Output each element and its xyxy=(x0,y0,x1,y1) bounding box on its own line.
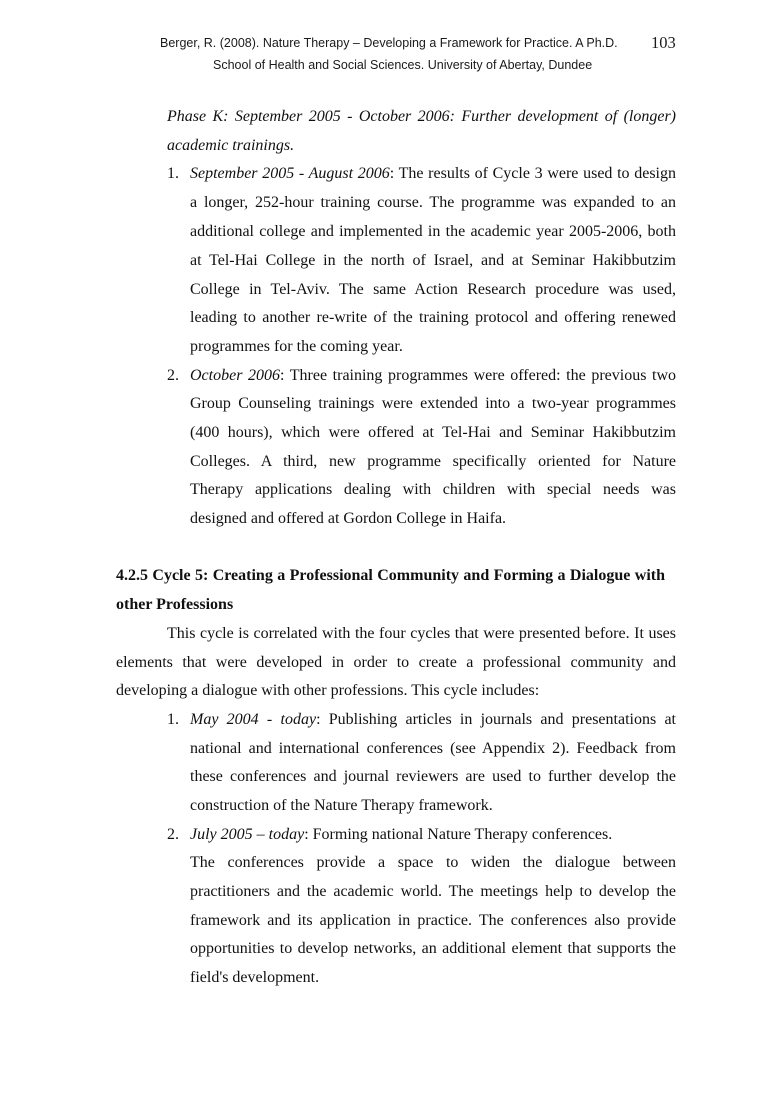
list-item-line xyxy=(190,825,612,845)
list-item-number: 2. xyxy=(167,826,179,843)
list-item-line: additional college and implemented in the academic year 2005-2006, both xyxy=(190,223,676,240)
list-item-line xyxy=(190,366,676,386)
list-item-line: practitioners and the academic world. The meetings help to develop the xyxy=(190,883,676,900)
list-item-line xyxy=(190,164,676,184)
list-item-number: 1. xyxy=(167,711,179,728)
list-item-text: : Publishing articles in journals and presentations at xyxy=(316,711,676,728)
list-item-line: College in Tel-Aviv. The same Action Research procedure was used, xyxy=(190,281,676,298)
list-item-date: October 2006 xyxy=(190,367,281,384)
section-heading-line-1: 4.2.5 Cycle 5: Creating a Professional Community and Forming a Dialogue with xyxy=(116,567,665,584)
list-item-line: construction of the Nature Therapy framework. xyxy=(190,797,493,814)
list-item-line: at Tel-Hai College in the north of Israel, and at Seminar Hakibbutzim xyxy=(190,252,676,269)
list-item-line: The conferences provide a space to widen the dialogue between xyxy=(190,854,676,871)
list-item-date: May 2004 - today xyxy=(190,711,317,728)
list-item-line: framework and its application in practice. The conferences also provide xyxy=(190,912,676,929)
list-item-date: July 2005 – today xyxy=(190,826,305,843)
list-item-date: September 2005 - August 2006 xyxy=(190,165,390,182)
list-item-line: opportunities to develop networks, an additional element that supports the xyxy=(190,940,676,957)
page-number: 103 xyxy=(651,33,676,52)
list-item-line: these conferences and journal reviewers are used to further develop the xyxy=(190,768,676,785)
list-item-line: leading to another re-write of the training protocol and offering renewed xyxy=(190,309,676,326)
list-item-line: Therapy applications dealing with children with special needs was xyxy=(190,481,676,498)
list-item-line: national and international conferences (see Appendix 2). Feedback from xyxy=(190,740,676,757)
list-item-line: field's development. xyxy=(190,969,320,986)
list-item-text: : The results of Cycle 3 were used to design xyxy=(389,165,677,182)
list-item-line: a longer, 252-hour training course. The programme was expanded to an xyxy=(190,194,676,211)
header-institution: School of Health and Social Sciences. University of Abertay, Dundee xyxy=(213,58,593,72)
list-item-line: Colleges. A third, new programme specifically oriented for Nature xyxy=(190,453,676,470)
list-item-number: 2. xyxy=(167,367,179,384)
header-citation: Berger, R. (2008). Nature Therapy – Developing a Framework for Practice. A Ph.D. xyxy=(160,36,618,50)
paragraph-line: This cycle is correlated with the four cycles that were presented before. It uses xyxy=(167,625,676,642)
list-item-line: designed and offered at Gordon College in Haifa. xyxy=(190,510,507,527)
list-item-line: (400 hours), which were offered at Tel-Hai and Seminar Hakibbutzim xyxy=(190,424,676,441)
list-item-line: programmes for the coming year. xyxy=(190,338,403,355)
paragraph-line: elements that were developed in order to create a professional community and xyxy=(116,654,676,671)
section-heading-line-2: other Professions xyxy=(116,596,234,613)
list-item-line xyxy=(190,710,676,730)
phase-k-title-line-1: Phase K: September 2005 - October 2006: Further development of (longer) xyxy=(167,108,676,125)
list-item-number: 1. xyxy=(167,165,179,182)
list-item-line: Group Counseling trainings were extended into a two-year programmes xyxy=(190,395,676,412)
phase-k-title-line-2: academic trainings. xyxy=(167,137,295,154)
list-item-text: : Forming national Nature Therapy conferences. xyxy=(304,826,613,843)
paragraph-line: developing a dialogue with other professions. This cycle includes: xyxy=(116,682,540,699)
list-item-text: : Three training programmes were offered: the previous two xyxy=(280,367,677,384)
